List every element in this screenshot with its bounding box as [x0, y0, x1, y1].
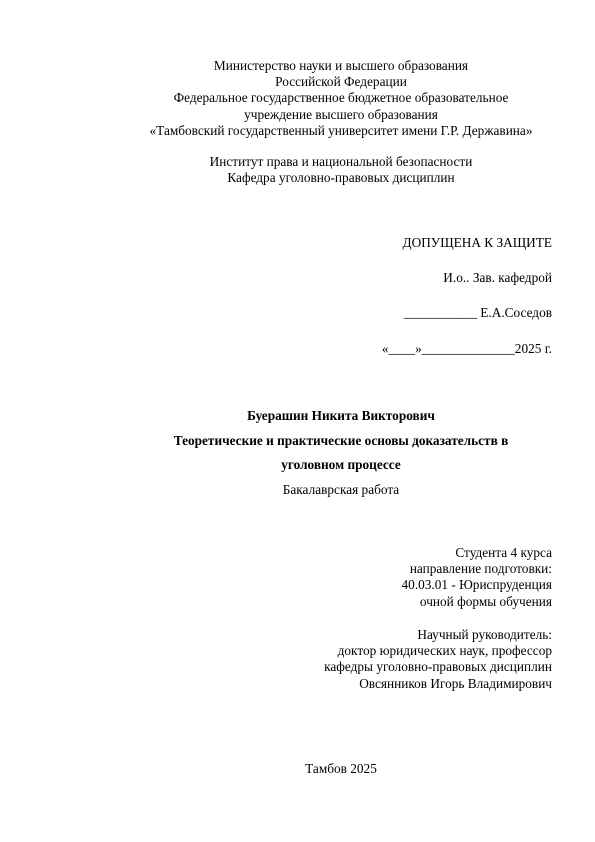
supervisor-block: [324, 627, 552, 692]
supervisor-degree: доктор юридических наук, профессор: [337, 643, 552, 659]
study-direction-code: 40.03.01 - Юриспруденция: [401, 577, 552, 593]
approval-signature: ___________ Е.А.Соседов: [403, 305, 552, 321]
approval-title: ДОПУЩЕНА К ЗАЩИТЕ: [402, 235, 552, 250]
footer-block: [0, 761, 595, 777]
supervisor-label: Научный руководитель:: [417, 627, 552, 642]
approval-position: И.о.. Зав. кафедрой: [443, 270, 552, 286]
ministry-header: [0, 58, 595, 139]
federation-line: Российской Федерации: [275, 74, 407, 90]
institute-name: Институт права и национальной безопасности: [209, 154, 473, 169]
ministry-line: Министерство науки и высшего образования: [213, 58, 469, 73]
student-course: Студента 4 курса: [455, 545, 552, 560]
study-form: очной формы обучения: [419, 593, 552, 609]
thesis-title-line-1: Теоретические и практические основы доказательств в: [173, 432, 509, 448]
thesis-title-line-2: уголовном процессе: [281, 457, 401, 473]
supervisor-name: Овсянников Игорь Владимирович: [359, 675, 552, 691]
author-name: Буерашин Никита Викторович: [247, 408, 435, 423]
institution-type-line: Федеральное государственное бюджетное образовательное: [173, 90, 509, 106]
study-direction-label: направление подготовки:: [409, 561, 552, 577]
institution-level-line: учреждение высшего образования: [244, 106, 438, 122]
city-year: Тамбов 2025: [305, 761, 377, 776]
approval-date: «____»______________2025 г.: [381, 340, 552, 356]
supervisor-department: кафедры уголовно-правовых дисциплин: [324, 659, 552, 675]
university-name-line: «Тамбовский государственный университет имени Г.Р. Державина»: [149, 122, 533, 138]
work-type: Бакалаврская работа: [282, 482, 400, 498]
work-block: [0, 408, 595, 507]
approval-block: [382, 235, 552, 376]
student-info-block: [402, 545, 552, 610]
department-name: Кафедра уголовно-правовых дисциплин: [227, 170, 455, 186]
institute-block: [0, 154, 595, 186]
